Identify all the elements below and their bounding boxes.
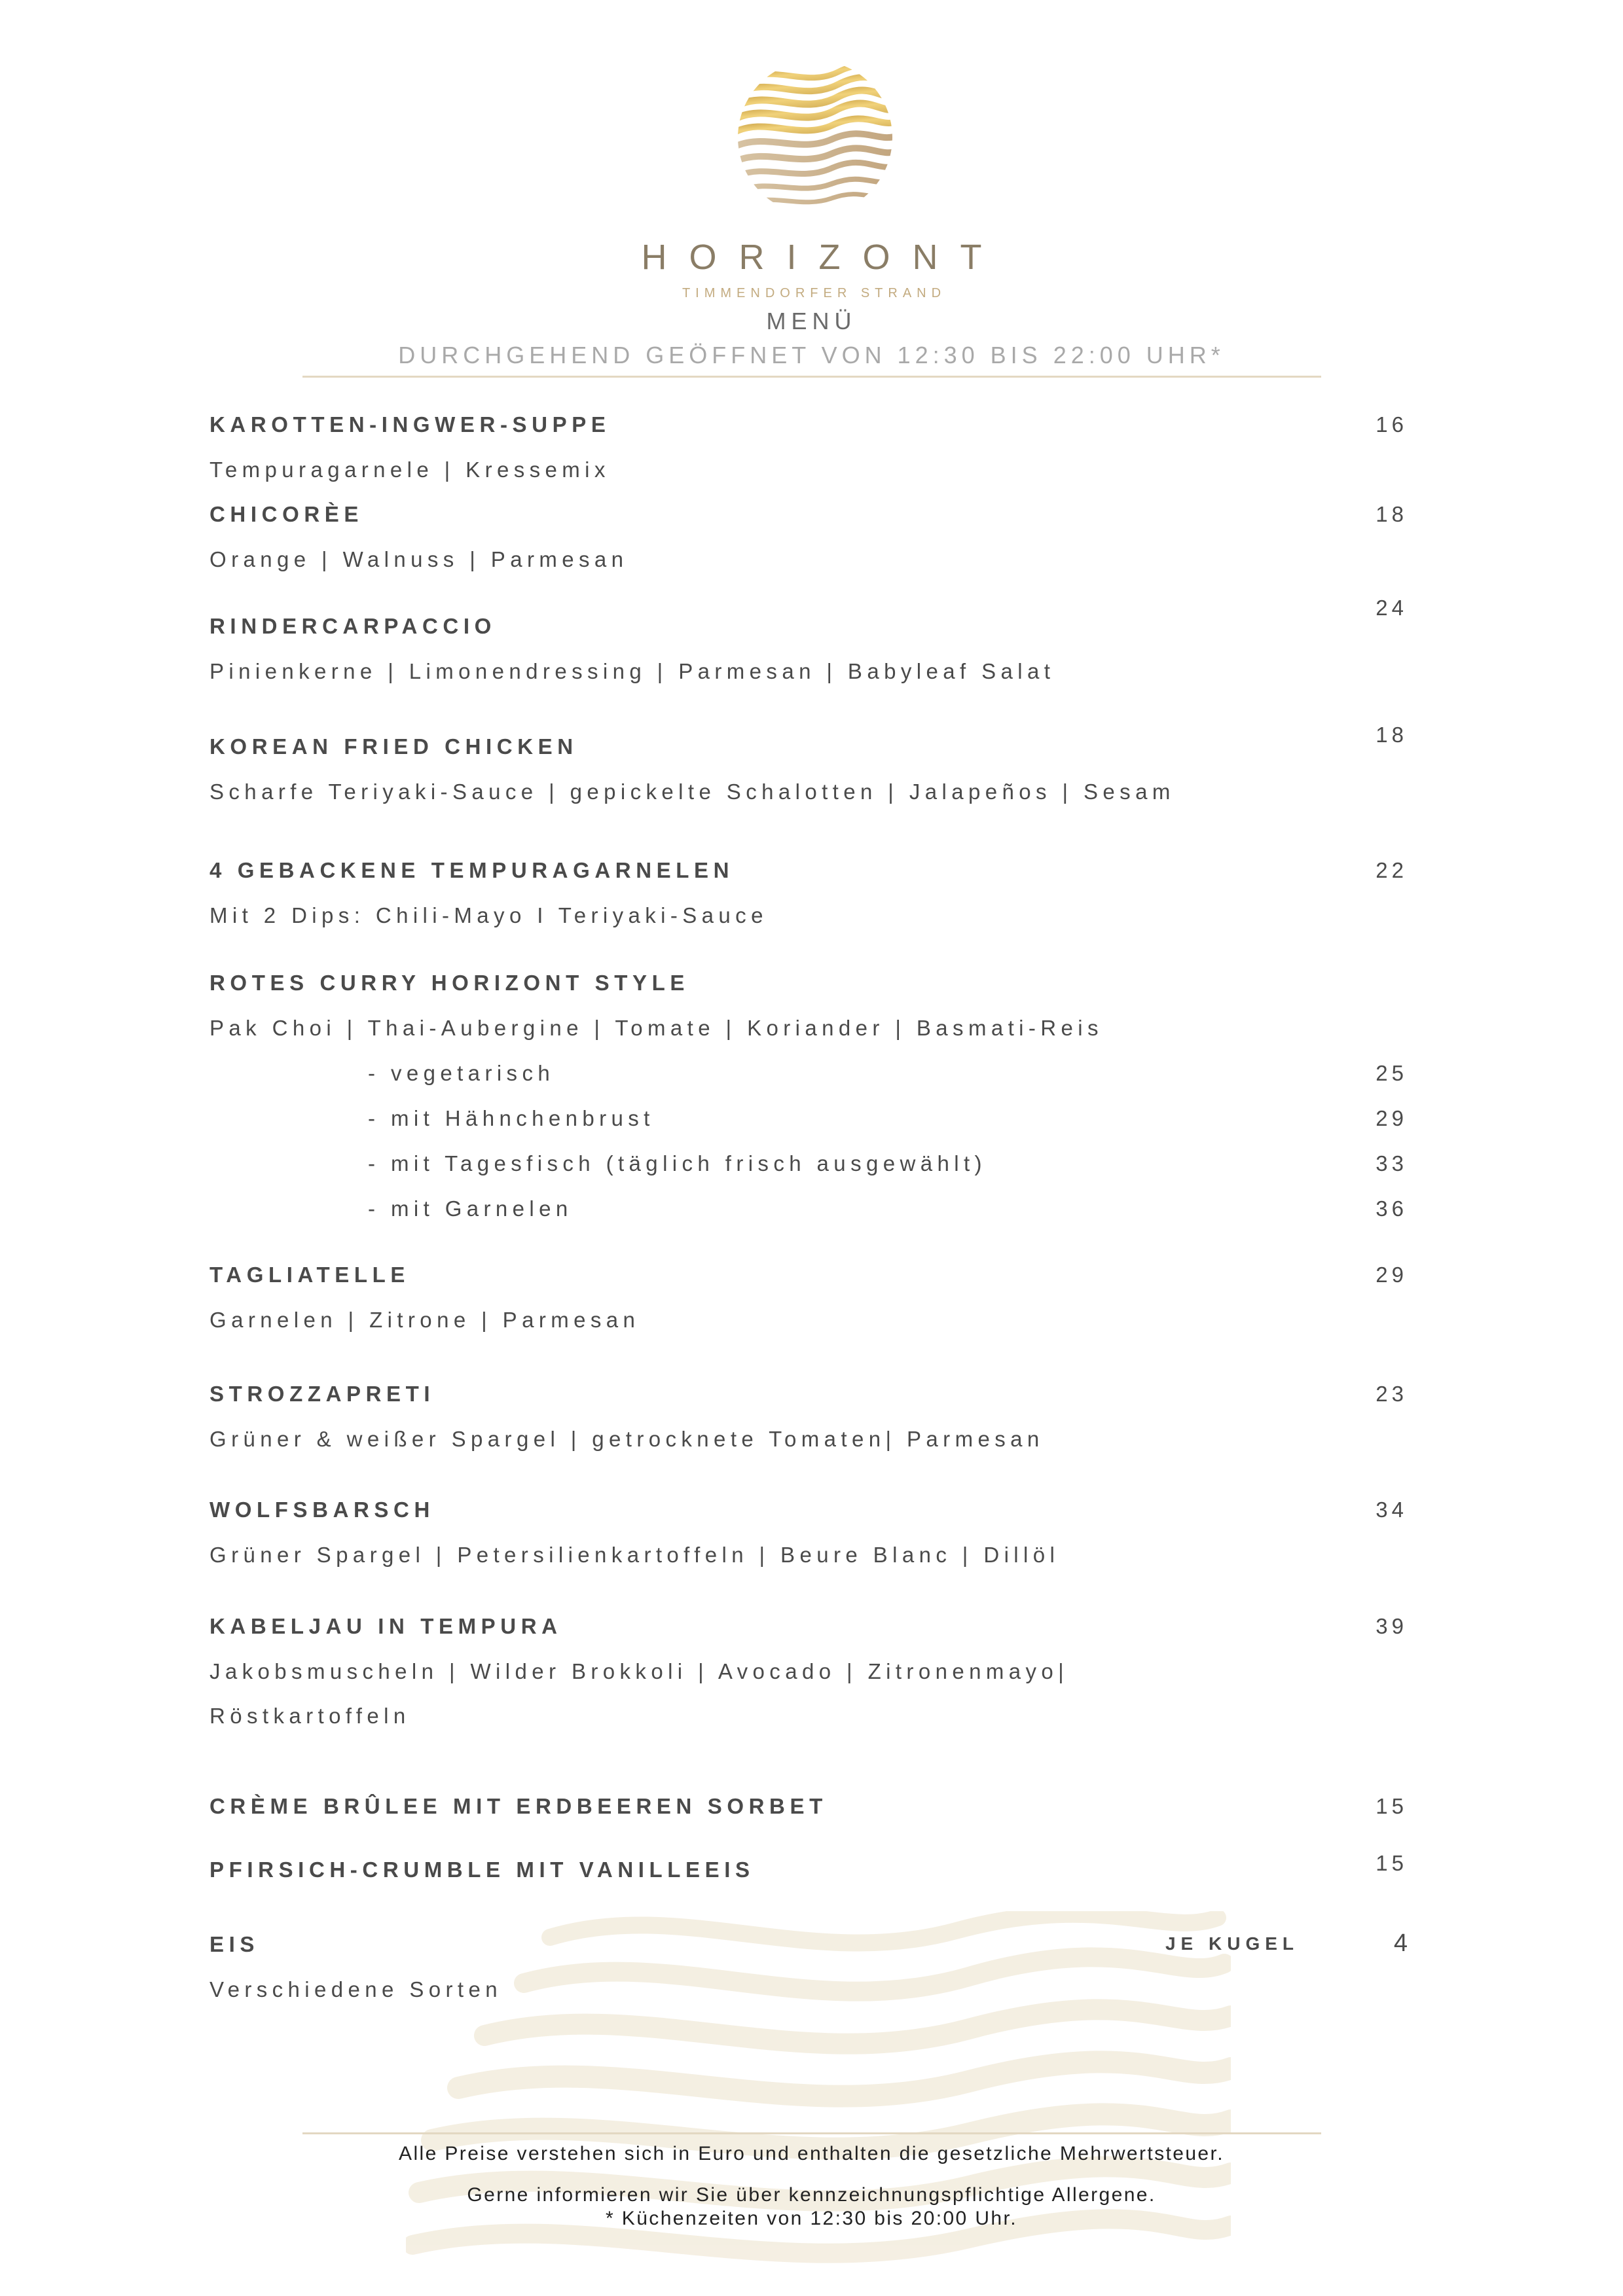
option-price: 33: [1376, 1151, 1408, 1175]
header-divider: [302, 376, 1321, 378]
opening-hours: DURCHGEHEND GEÖFFNET VON 12:30 BIS 22:00 UHR*: [398, 342, 1225, 368]
dish-price: 16: [1376, 412, 1408, 437]
dish-price: 39: [1376, 1614, 1408, 1638]
dish-price: 18: [1376, 502, 1408, 526]
dish-option: - mit Garnelen: [368, 1196, 573, 1221]
dish-name: TAGLIATELLE: [210, 1263, 410, 1287]
wave-watermark-icon: [406, 1911, 1231, 2296]
dish-description-continued: Röstkartoffeln: [210, 1704, 410, 1728]
dessert-price: 4: [1393, 1929, 1408, 1957]
dish-description: Garnelen | Zitrone | Parmesan: [210, 1308, 640, 1332]
dish-description: Tempuragarnele | Kressemix: [210, 457, 610, 482]
footer-divider: [302, 2132, 1321, 2134]
dish-description: Pak Choi | Thai-Aubergine | Tomate | Koriander | Basmati-Reis: [210, 1016, 1103, 1040]
dish-name: ROTES CURRY HORIZONT STYLE: [210, 971, 689, 995]
dish-name: KABELJAU IN TEMPURA: [210, 1614, 562, 1638]
dish-description: Grüner Spargel | Petersilienkartoffeln | Beure Blanc | Dillöl: [210, 1543, 1060, 1567]
footer-allergen-note: Gerne informieren wir Sie über kennzeichnungspflichtige Allergene.: [467, 2184, 1156, 2206]
dessert-price: 15: [1376, 1794, 1408, 1818]
footer-price-note: Alle Preise verstehen sich in Euro und enthalten die gesetzliche Mehrwertsteuer.: [399, 2143, 1224, 2164]
dish-option: - vegetarisch: [368, 1061, 555, 1085]
dish-name: KAROTTEN-INGWER-SUPPE: [210, 412, 611, 437]
option-price: 36: [1376, 1196, 1408, 1221]
brand-subtitle: TIMMENDORFER STRAND: [682, 286, 947, 300]
dessert-name: CRÈME BRÛLEE MIT ERDBEEREN SORBET: [210, 1794, 828, 1818]
dessert-name: PFIRSICH-CRUMBLE MIT VANILLEEIS: [210, 1857, 755, 1882]
dessert-description: Verschiedene Sorten: [210, 1977, 502, 2001]
dish-price: 24: [1376, 596, 1408, 620]
dish-description: Scharfe Teriyaki-Sauce | gepickelte Schalotten | Jalapeños | Sesam: [210, 780, 1175, 804]
dish-description: Jakobsmuscheln | Wilder Brokkoli | Avocado | Zitronenmayo|: [210, 1659, 1069, 1683]
dish-option: - mit Hähnchenbrust: [368, 1106, 655, 1130]
footer-kitchen-hours: * Küchenzeiten von 12:30 bis 20:00 Uhr.: [606, 2208, 1017, 2229]
dish-name: STROZZAPRETI: [210, 1382, 435, 1406]
dish-name: 4 GEBACKENE TEMPURAGARNELEN: [210, 858, 735, 882]
dish-price: 22: [1376, 858, 1408, 882]
horizont-logo-icon: [727, 56, 903, 219]
menu-title: MENÜ: [766, 308, 857, 334]
dish-price: 29: [1376, 1263, 1408, 1287]
dish-price: 34: [1376, 1498, 1408, 1522]
dessert-price: 15: [1376, 1851, 1408, 1875]
dish-name: RINDERCARPACCIO: [210, 614, 496, 638]
dish-price: 18: [1376, 723, 1408, 747]
dish-description: Grüner & weißer Spargel | getrocknete Tomaten| Parmesan: [210, 1427, 1044, 1451]
dish-option: - mit Tagesfisch (täglich frisch ausgewählt): [368, 1151, 987, 1175]
dish-description: Pinienkerne | Limonendressing | Parmesan | Babyleaf Salat: [210, 659, 1055, 683]
brand-name: HORIZONT: [641, 238, 1004, 277]
dish-name: WOLFSBARSCH: [210, 1498, 435, 1522]
option-price: 29: [1376, 1106, 1408, 1130]
dish-name: CHICORÈE: [210, 502, 363, 526]
dessert-name: EIS: [210, 1932, 259, 1956]
option-price: 25: [1376, 1061, 1408, 1085]
dish-description: Mit 2 Dips: Chili-Mayo I Teriyaki-Sauce: [210, 903, 768, 927]
price-unit-note: JE KUGEL: [1165, 1933, 1299, 1954]
dish-description: Orange | Walnuss | Parmesan: [210, 547, 629, 571]
dish-price: 23: [1376, 1382, 1408, 1406]
dish-name: KOREAN FRIED CHICKEN: [210, 734, 578, 759]
